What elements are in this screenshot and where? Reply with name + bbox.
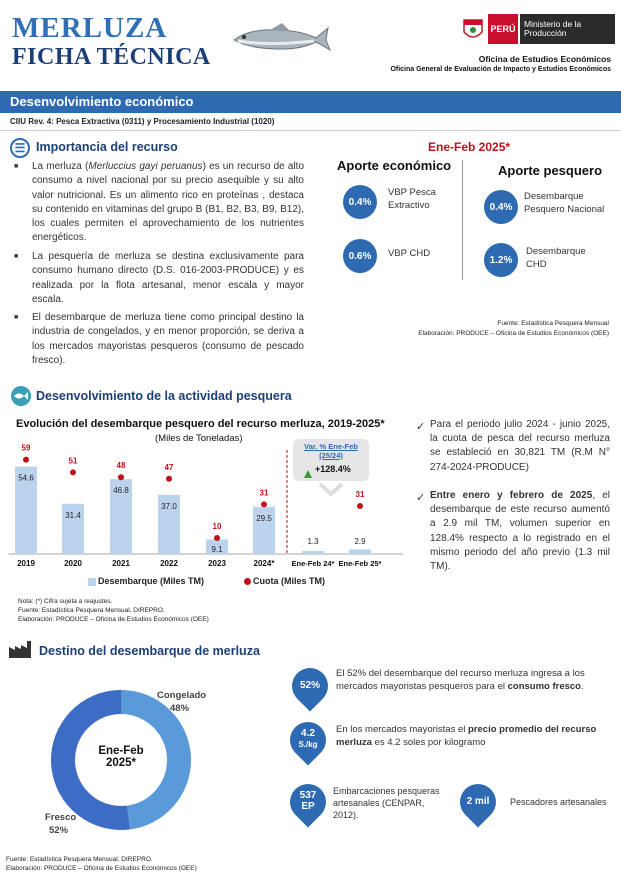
quota-label-3: 47 xyxy=(164,462,174,472)
chevron-down-icon xyxy=(318,482,344,496)
text2-bold: Entre enero y febrero de 2025 xyxy=(430,490,593,501)
chart-note: Nota: (*) Cifra sujeta a reajustes. xyxy=(18,598,113,605)
legend-desembarque: Desembarque (Miles TM) xyxy=(98,576,205,586)
fresco-pct: 52% xyxy=(49,825,69,836)
fresco-label: Fresco xyxy=(45,812,77,823)
aporte-economico-title: Aporte económico xyxy=(337,158,452,173)
chart-elab: Elaboración: PRODUCE – Oficina de Estudios Económicos (OEE) xyxy=(18,616,209,623)
fact-4: Pescadores artesanales xyxy=(510,797,607,807)
p1-text-b: ) es un recurso de alto consumo a nivel nacional por su precio asequible y su alto valor nutricional. Es un alimento rico en proteínas , destaca su contenido en vitaminas del grupo B (B1, B2, B3, B9, B12), los cuales permiten el aprovechamiento de los nutrientes energéticos. xyxy=(32,161,305,244)
f4-value: 2 mil xyxy=(466,796,490,807)
congelado-pct: 48% xyxy=(170,703,190,714)
quota-label-2: 48 xyxy=(116,461,126,471)
aporte-period: Ene-Feb 2025* xyxy=(428,140,511,154)
aporte-pesquero-title: Aporte pesquero xyxy=(498,163,603,178)
destino-source: Fuente: Estadística Pesquera Mensual, DIREPRO. xyxy=(6,856,153,863)
quota-point-2 xyxy=(118,474,124,480)
p1-text-a: La merluza ( xyxy=(32,161,89,172)
check-icon-2: ✓ xyxy=(416,492,426,504)
bar-label-6: 1.3 xyxy=(307,537,319,546)
eco2-value: 0.6% xyxy=(343,239,377,273)
importancia-p1 xyxy=(32,160,304,246)
quota-label-1: 51 xyxy=(68,456,78,466)
fact-1 xyxy=(336,668,606,693)
office-general: Oficina General de Evaluación de Impacto y Estudios Económicos xyxy=(390,66,611,73)
page-title: MERLUZA xyxy=(12,12,168,44)
fact-3: Embarcaciones pesqueras artesanales (CENPAR, 2012). xyxy=(333,786,440,820)
bar-label-7: 2.9 xyxy=(354,537,366,546)
f3-value-1: 537 xyxy=(299,790,317,801)
f1-b: consumo fresco xyxy=(507,680,581,692)
info-icon: ☰ xyxy=(10,138,30,158)
quota-point-7 xyxy=(357,503,363,509)
gov-country: PERÚ xyxy=(488,14,518,44)
legend-swatch-desembarque xyxy=(88,578,96,586)
eco1-value: 0.4% xyxy=(343,185,377,219)
bar-label-3: 37.0 xyxy=(161,501,177,511)
gov-ministry: Ministerio de la Producción xyxy=(518,14,615,44)
pes1-label: Desembarque Pesquero Nacional xyxy=(524,191,605,215)
quota-point-5 xyxy=(261,501,267,507)
destino-title: Destino del desembarque de merluza xyxy=(39,644,260,658)
aporte-elab: Elaboración: PRODUCE – Oficina de Estudios Económicos (OEE) xyxy=(418,330,609,337)
bar-label-5: 29.5 xyxy=(256,513,272,523)
donut-center-label: Ene-Feb 2025* xyxy=(98,745,144,769)
x-tick-0: 2019 xyxy=(17,559,35,568)
coat-of-arms-icon xyxy=(458,14,488,44)
pes2-value: 1.2% xyxy=(484,243,518,277)
chart-source: Fuente: Estadística Pesquera Mensual, DIREPRO. xyxy=(18,607,165,614)
section-banner: Desenvolvimiento económico xyxy=(0,91,621,113)
divider xyxy=(0,130,621,131)
f3-value-2: EP xyxy=(301,801,315,812)
fish-illustration xyxy=(230,20,332,54)
quota-label-4: 10 xyxy=(212,522,222,531)
actividad-text2 xyxy=(430,489,610,574)
f1-c: . xyxy=(581,680,584,692)
importancia-title: Importancia del recurso xyxy=(36,140,178,154)
quota-label-7: 31 xyxy=(355,490,365,499)
f2-value xyxy=(290,728,326,750)
bar-6 xyxy=(302,551,324,554)
actividad-text1: Para el periodo julio 2024 - junio 2025, la cuota de pesca del recurso merluza se estableció en 30,821 TM (R.M N° 274-2024-PRODUCE) xyxy=(430,419,610,473)
bar-7 xyxy=(349,549,371,554)
aporte-source: Fuente: Estadística Pesquera Mensual xyxy=(497,320,609,327)
ciiu-line: CIIU Rev. 4: Pesca Extractiva (0311) y Procesamiento Industrial (1020) xyxy=(10,117,275,126)
bar-label-1: 31.4 xyxy=(65,510,81,520)
x-tick-3: 2022 xyxy=(160,559,178,568)
quota-point-3 xyxy=(166,476,172,482)
factory-icon xyxy=(8,639,32,659)
x-tick-7: Ene-Feb 25* xyxy=(338,559,382,568)
x-tick-1: 2020 xyxy=(64,559,82,568)
f2-b: precio promedio del recurso merluza xyxy=(336,724,597,748)
chart-title: Evolución del desembarque pesquero del recurso merluza, 2019-2025* xyxy=(16,418,385,430)
x-tick-4: 2023 xyxy=(208,559,226,568)
congelado-label: Congelado xyxy=(157,690,207,701)
var-callout-value: +128.4% xyxy=(315,464,351,474)
bar-label-4: 9.1 xyxy=(211,545,223,554)
quota-point-4 xyxy=(214,535,220,541)
destino-elab: Elaboración: PRODUCE – Oficina de Estudios Económicos (OEE) xyxy=(6,865,197,872)
pes1-value: 0.4% xyxy=(484,190,518,224)
bar-label-2: 46.8 xyxy=(113,486,129,496)
quota-point-1 xyxy=(70,469,76,475)
x-tick-5: 2024* xyxy=(253,559,275,568)
page-subtitle: FICHA TÉCNICA xyxy=(12,44,211,70)
eco2-label: VBP CHD xyxy=(388,248,431,259)
fact-2 xyxy=(336,724,606,749)
f3-value xyxy=(290,790,326,812)
f2-value-1: 4.2 xyxy=(301,728,315,739)
actividad-title: Desenvolvimiento de la actividad pesquera xyxy=(36,389,292,403)
bar-label-0: 54.6 xyxy=(18,473,34,483)
legend-dot-cuota xyxy=(244,578,251,585)
aporte-divider xyxy=(462,160,463,280)
check-icon-1: ✓ xyxy=(416,421,426,433)
pes2-label: Desembarque CHD xyxy=(526,246,586,270)
office-name: Oficina de Estudios Económicos xyxy=(478,54,611,64)
p1-scientific-name: Merluccius gayi peruanus xyxy=(88,161,203,172)
text2-rest: , el desembarque de este recurso aumentó a 2.9 mil TM, volumen superior en 128.4% respecto a lo registrado en el mismo periodo del año previo (1.3 mil TM). xyxy=(430,490,610,573)
chart-subtitle: (Miles de Toneladas) xyxy=(155,433,243,444)
quota-label-0: 59 xyxy=(21,444,31,453)
f2-c: es 4.2 soles por kilogramo xyxy=(371,736,486,748)
government-logo xyxy=(458,14,615,44)
f2-a: En los mercados mayoristas el xyxy=(336,724,468,735)
quota-label-5: 31 xyxy=(259,488,269,498)
f1-value: 52% xyxy=(299,680,320,691)
fish-icon xyxy=(10,386,32,406)
x-tick-6: Ene-Feb 24* xyxy=(291,559,335,568)
importancia-p2: ■ La pesquería de merluza se destina exclusivamente para consumo humano directo (D.S. 016-2003-PRODUCE) y es realizada por la flota artesanal, menor escala y mayor escala. xyxy=(32,250,304,307)
legend-cuota: Cuota (Miles TM) xyxy=(253,576,325,586)
x-tick-2: 2021 xyxy=(112,559,130,568)
up-arrow-icon xyxy=(304,465,312,473)
importancia-p3: ■ El desembarque de merluza tiene como principal destino la industria de congelados, y en menor proporción, se deriva a los mercados mayoristas pesqueros (consumo de pescado fresco). xyxy=(32,311,304,368)
f1-a: El 52% del desembarque del recurso merluza ingresa a los mercados mayoristas pesqueros para el xyxy=(336,668,585,692)
eco1-label: VBP Pesca Extractivo xyxy=(388,187,436,211)
f2-value-2: S./kg xyxy=(298,740,318,749)
quota-point-0 xyxy=(23,457,29,463)
var-callout-title: Var. % Ene-Feb (25/24) xyxy=(304,442,358,460)
